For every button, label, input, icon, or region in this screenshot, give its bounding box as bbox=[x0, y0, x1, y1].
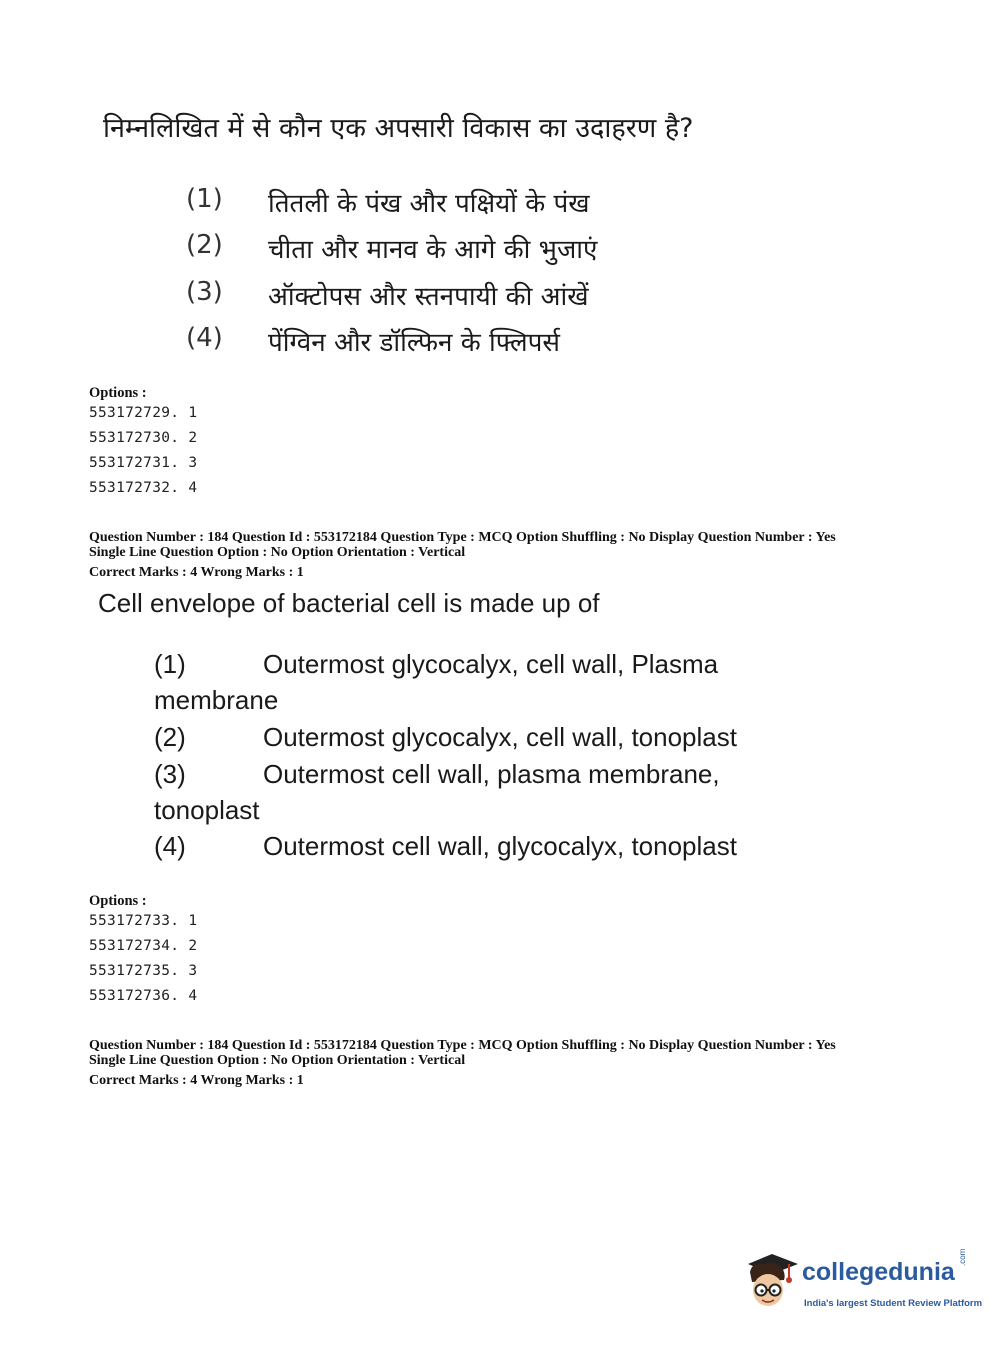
q1-option-1-text: तितली के पंख और पक्षियों के पंख bbox=[268, 189, 590, 219]
q1-option-3-text: ऑक्टोपस और स्तनपायी की आंखें bbox=[268, 282, 589, 312]
q1-option-id-2: 553172730. 2 bbox=[89, 430, 198, 446]
q1-option-1-number: (1) bbox=[186, 184, 223, 214]
q2-option-1-wrap: membrane bbox=[154, 685, 279, 715]
q2-options-label: Options : bbox=[89, 893, 147, 909]
mascot-icon bbox=[742, 1250, 800, 1312]
q1-option-3-number: (3) bbox=[186, 277, 223, 307]
logo-wordmark: collegedunia bbox=[802, 1258, 955, 1286]
q2-option-3-wrap: tonoplast bbox=[154, 795, 260, 825]
logo-tagline: India's largest Student Review Platform bbox=[804, 1298, 983, 1309]
q2-option-2-number: (2) bbox=[154, 722, 186, 752]
q2-option-id-1: 553172733. 1 bbox=[89, 913, 198, 929]
q2-option-id-2: 553172734. 2 bbox=[89, 938, 198, 954]
q2-option-3-text: Outermost cell wall, plasma membrane, bbox=[263, 759, 720, 789]
q2-option-4-number: (4) bbox=[154, 831, 186, 861]
q2-option-2-text: Outermost glycocalyx, cell wall, tonoplast bbox=[263, 722, 737, 752]
q2-option-id-4: 553172736. 4 bbox=[89, 988, 198, 1004]
q2-option-3-number: (3) bbox=[154, 759, 186, 789]
logo-dotcom: .com bbox=[958, 1248, 967, 1266]
q1-option-4-text: पेंग्विन और डॉल्फिन के फ्लिपर्स bbox=[268, 328, 560, 358]
meta2-line1: Question Number : 184 Question Id : 553172184 Question Type : MCQ Option Shuffling : No Display Question Number : Yes bbox=[89, 1038, 836, 1053]
q1-options-label: Options : bbox=[89, 385, 147, 401]
q1-option-2-text: चीता और मानव के आगे की भुजाएं bbox=[268, 235, 598, 265]
q1-option-id-4: 553172732. 4 bbox=[89, 480, 198, 496]
meta1-line2: Single Line Question Option : No Option Orientation : Vertical bbox=[89, 545, 466, 560]
question-2-text: Cell envelope of bacterial cell is made up of bbox=[98, 588, 600, 618]
collegedunia-logo bbox=[742, 1248, 983, 1320]
meta2-line2: Single Line Question Option : No Option Orientation : Vertical bbox=[89, 1053, 466, 1068]
q2-option-1-text: Outermost glycocalyx, cell wall, Plasma bbox=[263, 649, 719, 679]
q1-option-id-1: 553172729. 1 bbox=[89, 405, 198, 421]
meta1-line3: Correct Marks : 4 Wrong Marks : 1 bbox=[89, 565, 304, 580]
q2-option-4-text: Outermost cell wall, glycocalyx, tonoplast bbox=[263, 831, 737, 861]
q1-option-id-3: 553172731. 3 bbox=[89, 455, 198, 471]
meta1-line1: Question Number : 184 Question Id : 553172184 Question Type : MCQ Option Shuffling : No Display Question Number : Yes bbox=[89, 530, 836, 545]
meta2-line3: Correct Marks : 4 Wrong Marks : 1 bbox=[89, 1073, 304, 1088]
q1-option-2-number: (2) bbox=[186, 230, 223, 260]
q2-option-id-3: 553172735. 3 bbox=[89, 963, 198, 979]
question-1-text: निम्नलिखित में से कौन एक अपसारी विकास का उदाहरण है? bbox=[103, 113, 694, 144]
q1-option-4-number: (4) bbox=[186, 323, 223, 353]
q2-option-1-number: (1) bbox=[154, 649, 186, 679]
